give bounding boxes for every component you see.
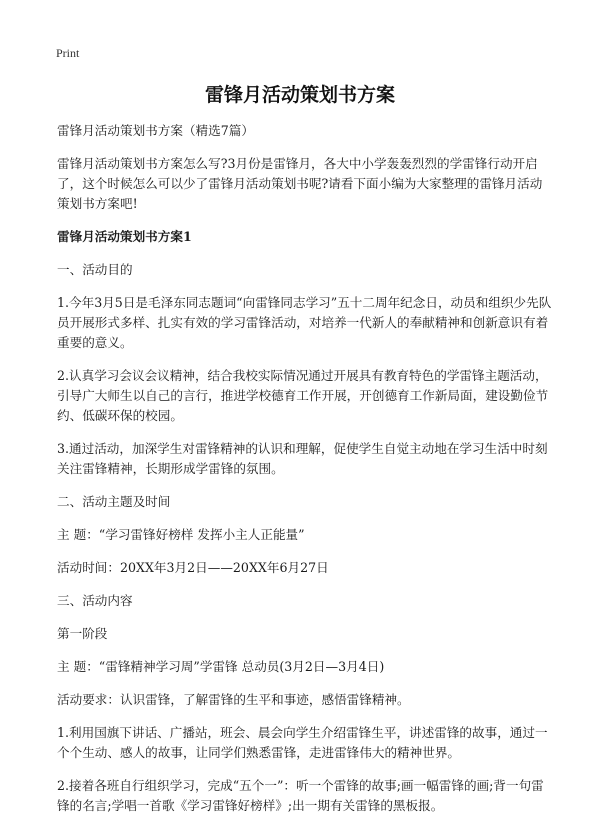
part1-heading: 一、活动目的 xyxy=(57,262,133,277)
stage1-item: 2.接着各班自行组织学习，完成“五个一”：听一个雷锋的故事;画一幅雷锋的画;背一句雷锋的名言;学唱一首歌《学习雷锋好榜样》;出一期有关雷锋的黑板报。 xyxy=(57,778,544,813)
print-link[interactable]: Print xyxy=(56,46,80,60)
purpose-item: 1.今年3月5日是毛泽东同志题词“向雷锋同志学习”五十二周年纪念日，动员和组织少先队员开展形式多样、扎实有效的学习雷锋活动，对培养一代新人的奉献精神和创新意识有着重要的意义。 xyxy=(57,295,552,350)
theme-line: 主 题：“学习雷锋好榜样 发挥小主人正能量” xyxy=(57,527,305,542)
time-line: 活动时间：20XX年3月2日——20XX年6月27日 xyxy=(57,560,329,575)
document-body xyxy=(57,121,552,829)
part3-heading: 三、活动内容 xyxy=(57,593,133,608)
part2-heading: 二、活动主题及时间 xyxy=(57,494,171,509)
purpose-item: 2.认真学习会议会议精神，结合我校实际情况通过开展具有教育特色的学雷锋主题活动，引导广大师生以自己的言行，推进学校德育工作开展，开创德育工作新局面，建设勤俭节约、低碳环保的校园。 xyxy=(57,368,549,423)
stage1-item: 1.利用国旗下讲话、广播站，班会、晨会向学生介绍雷锋生平，讲述雷锋的故事，通过一个个生动、感人的故事，让同学们熟悉雷锋，走进雷锋伟大的精神世界。 xyxy=(57,725,548,760)
purpose-item: 3.通过活动，加深学生对雷锋精神的认识和理解，促使学生自觉主动地在学习生活中时刻关注雷锋精神，长期形成学雷锋的氛围。 xyxy=(57,441,548,476)
intro-paragraph: 雷锋月活动策划书方案怎么写?3月份是雷锋月，各大中小学轰轰烈烈的学雷锋行动开启了，这个时候怎么可以少了雷锋月活动策划书呢?请看下面小编为大家整理的雷锋月活动策划书方案吧! xyxy=(57,156,543,211)
section-heading: 雷锋月活动策划书方案1 xyxy=(57,229,192,244)
stage1-requirement: 活动要求：认识雷锋，了解雷锋的生平和事迹，感悟雷锋精神。 xyxy=(57,692,410,707)
stage1-heading: 第一阶段 xyxy=(57,626,108,641)
subtitle: 雷锋月活动策划书方案（精选7篇） xyxy=(57,123,254,138)
stage1-theme: 主 题：“雷锋精神学习周”学雷锋 总动员(3月2日—3月4日) xyxy=(57,659,385,674)
page-title: 雷锋月活动策划书方案 xyxy=(204,84,395,106)
